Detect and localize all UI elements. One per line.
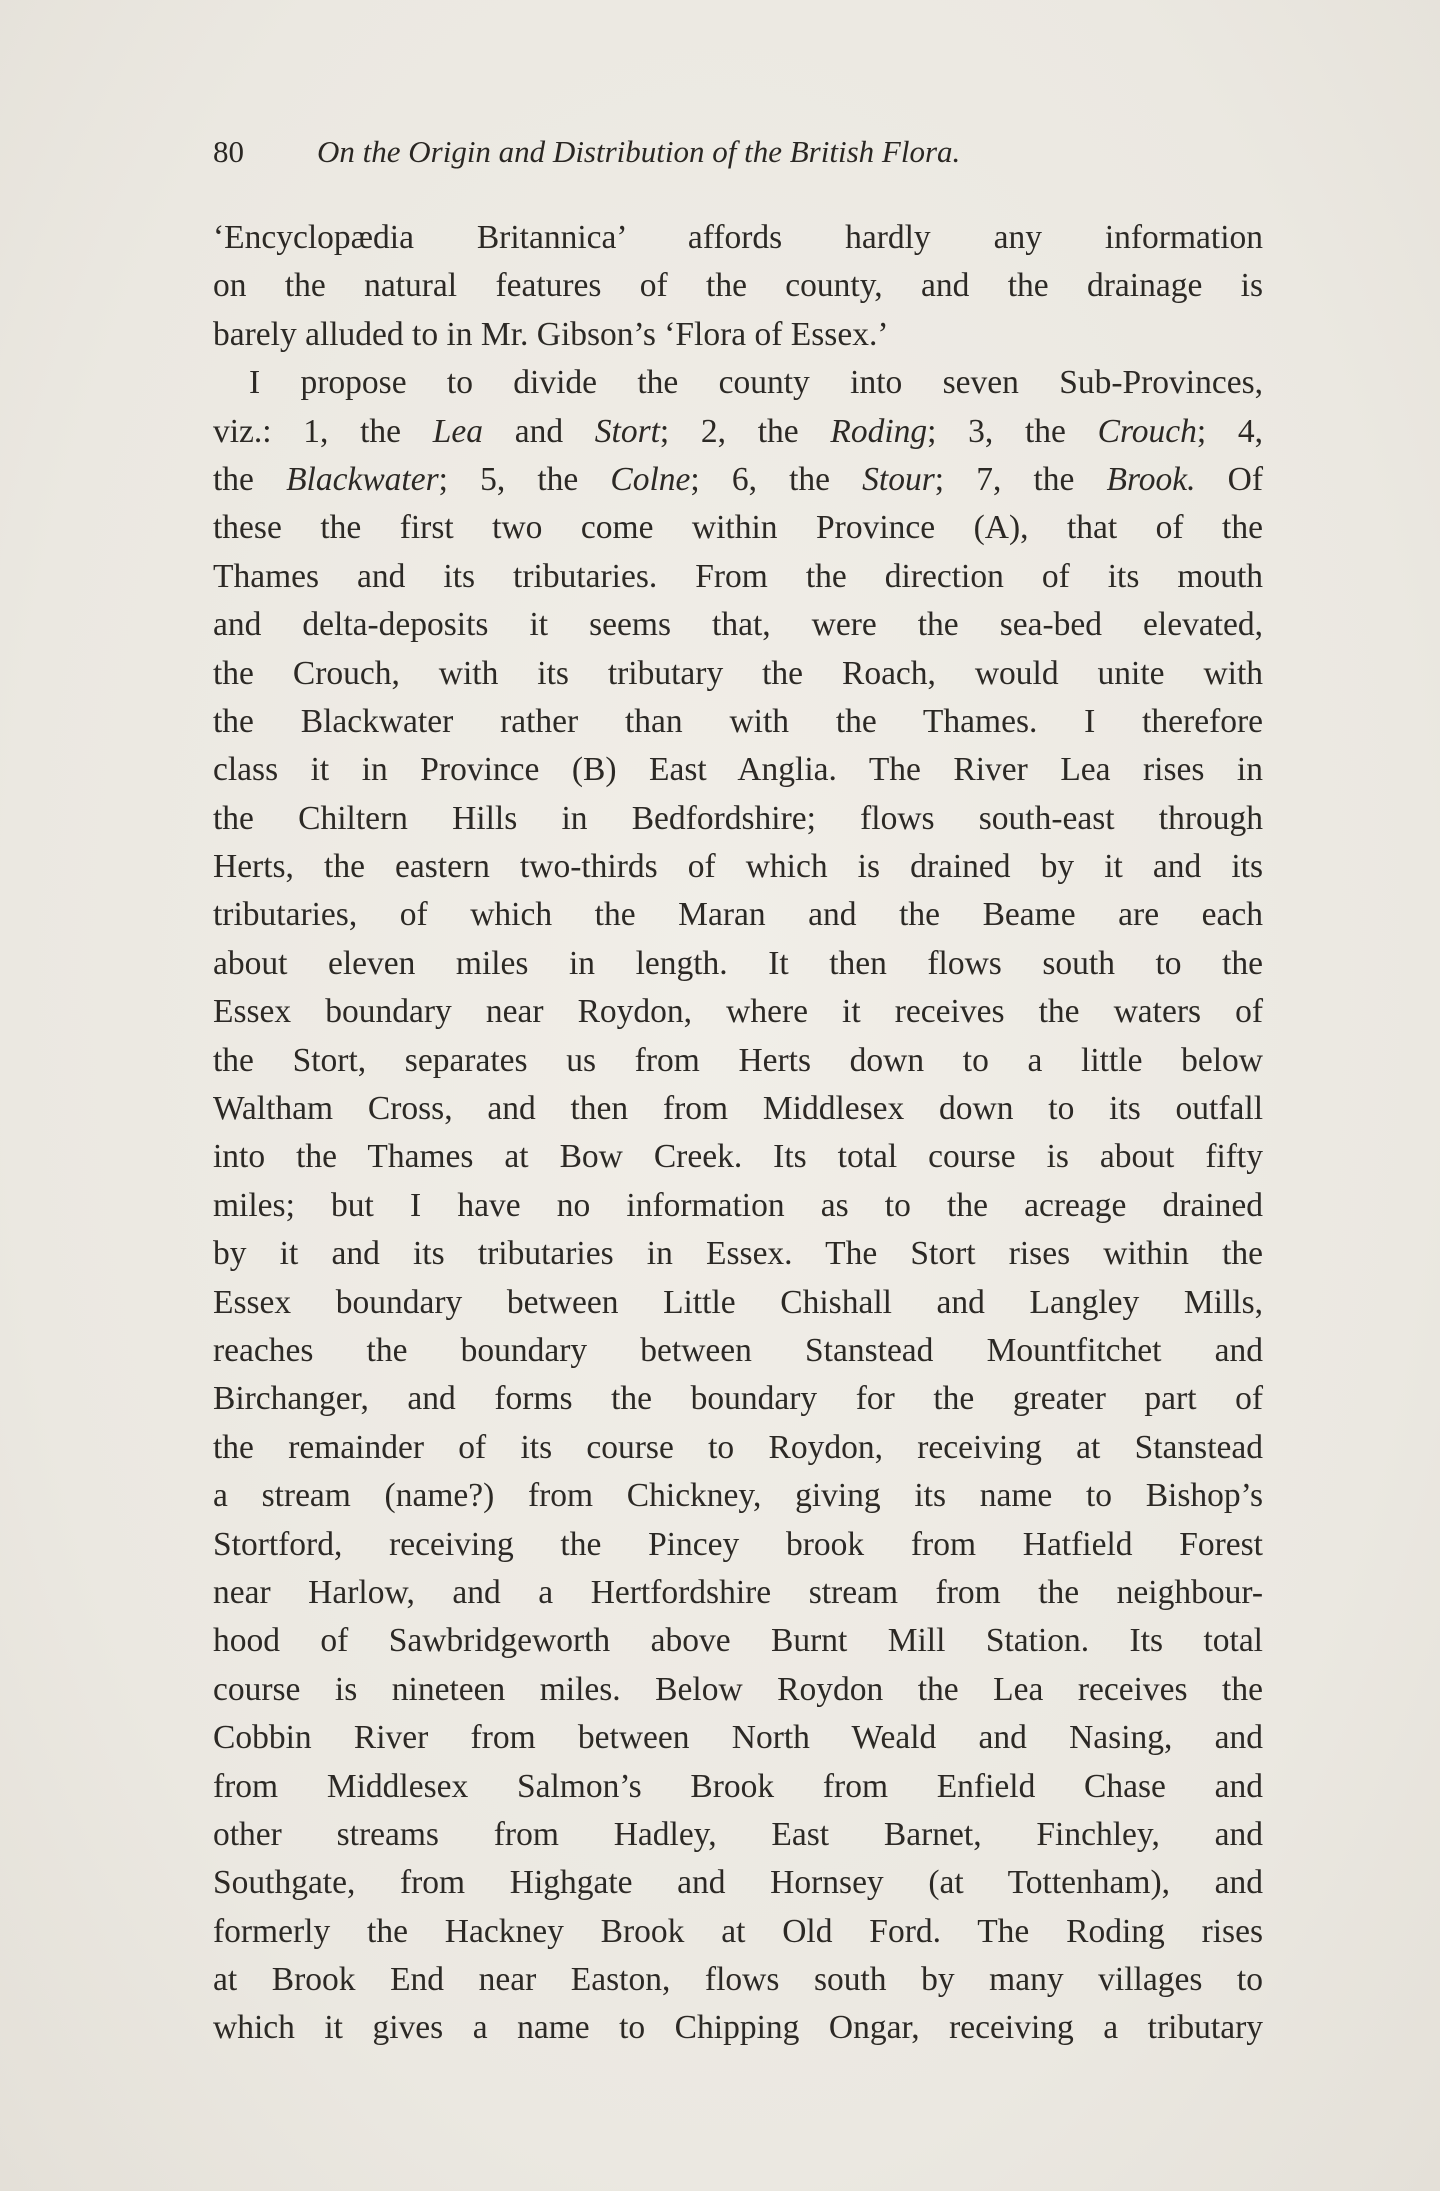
text-line-with-river-names: the Blackwater; 5, the Colne; 6, the Stour; 7, the Brook. Of xyxy=(213,460,1264,498)
text-line: Herts, the eastern two-thirds of which is drained by it and its xyxy=(213,848,1263,886)
text-line: near Harlow, and a Hertfordshire stream from the neighbour- xyxy=(213,1573,1263,1611)
river-name: Roding xyxy=(830,412,928,450)
text-line: the Blackwater rather than with the Thames. I therefore xyxy=(213,702,1263,740)
text-line: these the first two come within Province (A), that of the xyxy=(213,509,1263,547)
page-header xyxy=(213,128,1263,176)
text-line: and delta-deposits it seems that, were the sea-bed elevated, xyxy=(213,606,1263,644)
text-line: which it gives a name to Chipping Ongar, receiving a tributary xyxy=(213,2009,1263,2047)
text-line: at Brook End near Easton, flows south by many villages to xyxy=(213,1961,1263,1999)
text-line: by it and its tributaries in Essex. The Stort rises within the xyxy=(213,1235,1263,1273)
text-line: class it in Province (B) East Anglia. The River Lea rises in xyxy=(213,751,1263,789)
text-line: about eleven miles in length. It then flows south to the xyxy=(213,944,1263,982)
text-line-with-river-names: viz.: 1, the Lea and Stort; 2, the Roding; 3, the Crouch; 4, xyxy=(213,412,1264,450)
text-line: Birchanger, and forms the boundary for the greater part of xyxy=(213,1380,1263,1418)
text-line: barely alluded to in Mr. Gibson’s ‘Flora of Essex.’ xyxy=(213,315,889,353)
river-name: Brook. xyxy=(1106,460,1196,498)
text-line: a stream (name?) from Chickney, giving its name to Bishop’s xyxy=(213,1477,1263,1515)
page-number: 80 xyxy=(213,134,244,169)
text-line: Stortford, receiving the Pincey brook from Hatfield Forest xyxy=(213,1525,1263,1563)
text-line: tributaries, of which the Maran and the Beame are each xyxy=(213,896,1263,934)
text-line: the remainder of its course to Roydon, receiving at Stanstead xyxy=(213,1428,1263,1466)
river-name: Lea xyxy=(432,412,483,450)
text-line: the Crouch, with its tributary the Roach, would unite with xyxy=(213,654,1263,692)
text-line: Waltham Cross, and then from Middlesex down to its outfall xyxy=(213,1090,1263,1128)
river-name: Blackwater xyxy=(286,460,439,498)
text-line: course is nineteen miles. Below Roydon the Lea receives the xyxy=(213,1670,1263,1708)
text-line: on the natural features of the county, and the drainage is xyxy=(213,267,1263,305)
text-line: I propose to divide the county into seven Sub-Provinces, xyxy=(249,364,1263,402)
text-line: formerly the Hackney Brook at Old Ford. The Roding rises xyxy=(213,1912,1263,1950)
text-line: into the Thames at Bow Creek. Its total course is about fifty xyxy=(213,1138,1263,1176)
text-line: miles; but I have no information as to the acreage drained xyxy=(213,1186,1263,1224)
running-title: On the Origin and Distribution of the British Flora. xyxy=(317,134,961,169)
body-text xyxy=(213,214,1263,2053)
text-line: other streams from Hadley, East Barnet, Finchley, and xyxy=(213,1815,1263,1853)
text-line: the Chiltern Hills in Bedfordshire; flows south-east through xyxy=(213,799,1263,837)
text-line: Thames and its tributaries. From the direction of its mouth xyxy=(213,557,1263,595)
river-name: Stort xyxy=(594,412,660,450)
text-line: Southgate, from Highgate and Hornsey (at Tottenham), and xyxy=(213,1864,1263,1902)
text-line: from Middlesex Salmon’s Brook from Enfield Chase and xyxy=(213,1767,1263,1805)
river-name: Colne xyxy=(610,460,691,498)
text-line: Essex boundary near Roydon, where it receives the waters of xyxy=(213,993,1263,1031)
text-line: ‘Encyclopædia Britannica’ affords hardly any information xyxy=(213,219,1263,256)
text-line: the Stort, separates us from Herts down to a little below xyxy=(213,1041,1263,1079)
text-line: Essex boundary between Little Chishall and Langley Mills, xyxy=(213,1283,1263,1321)
river-name: Crouch xyxy=(1097,412,1197,450)
river-name: Stour xyxy=(862,460,935,498)
text-line: reaches the boundary between Stanstead Mountfitchet and xyxy=(213,1331,1263,1369)
text-line: hood of Sawbridgeworth above Burnt Mill Station. Its total xyxy=(213,1622,1263,1660)
text-line: Cobbin River from between North Weald and Nasing, and xyxy=(213,1719,1263,1757)
